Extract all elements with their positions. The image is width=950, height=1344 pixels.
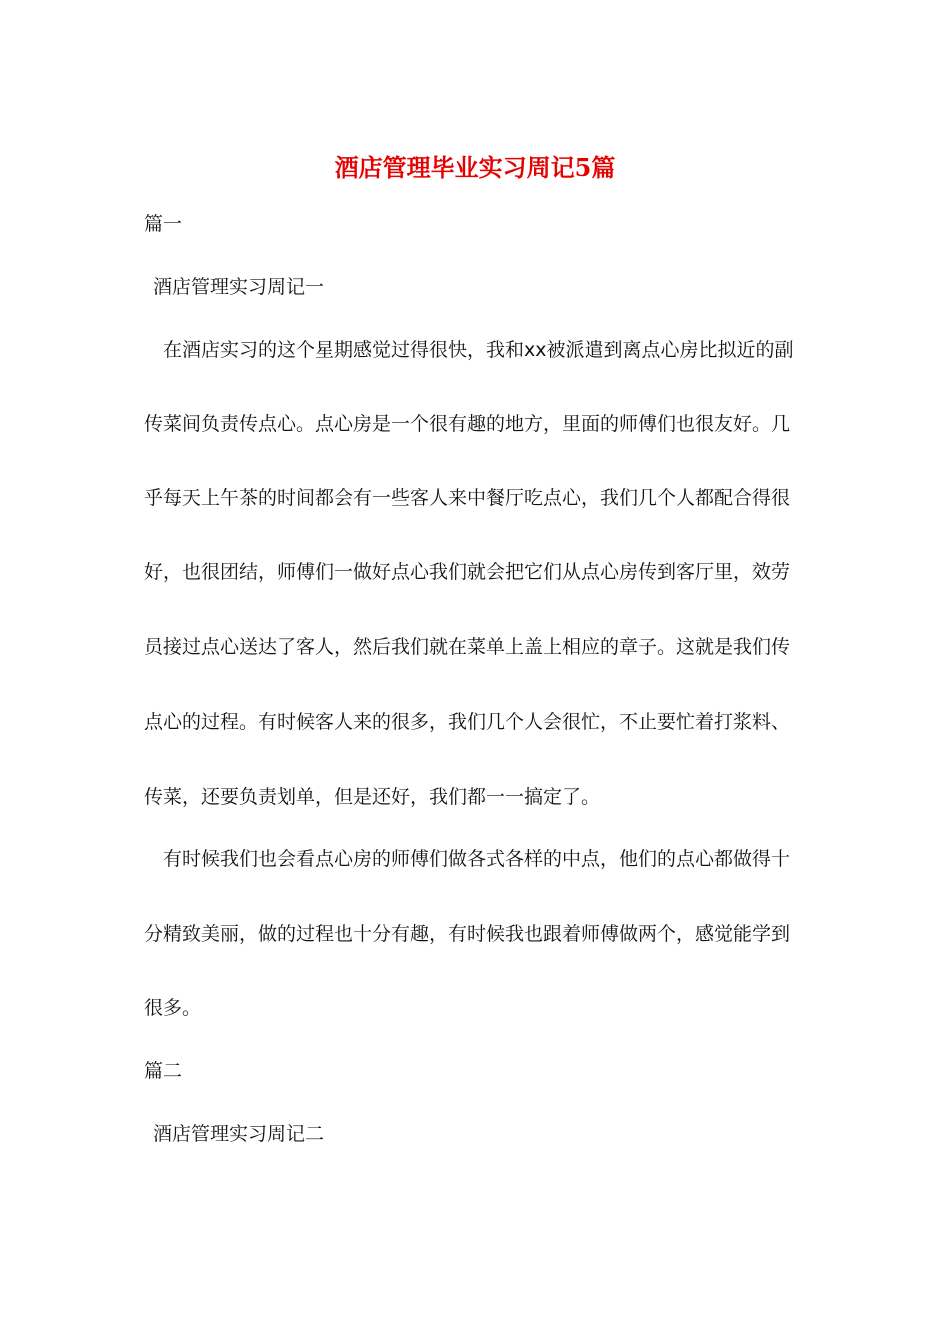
- paragraph-line: 传菜，还要负责划单，但是还好，我们都一一搞定了。: [144, 786, 601, 808]
- paragraph-line: 好，也很团结，师傅们一做好点心我们就会把它们从点心房传到客厅里，效劳: [144, 561, 791, 583]
- paragraph-line: 在酒店实习的这个星期感觉过得很快，我和xx被派遣到离点心房比拟近的副: [163, 339, 794, 361]
- section-heading: 篇一: [144, 213, 183, 235]
- paragraph-line: 员接过点心送达了客人，然后我们就在菜单上盖上相应的章子。这就是我们传: [144, 636, 791, 658]
- paragraph-line: 传菜间负责传点心。点心房是一个很有趣的地方，里面的师傅们也很友好。几: [144, 413, 791, 435]
- paragraph-line: 点心的过程。有时候客人来的很多，我们几个人会很忙，不止要忙着打浆料、: [144, 711, 791, 733]
- paragraph-line: 乎每天上午茶的时间都会有一些客人来中餐厅吃点心，我们几个人都配合得很: [144, 487, 791, 509]
- section-heading: 篇二: [144, 1060, 183, 1082]
- section-subheading: 酒店管理实习周记二: [153, 1123, 325, 1145]
- paragraph-line: 有时候我们也会看点心房的师傅们做各式各样的中点，他们的点心都做得十: [163, 848, 791, 870]
- document-title: 酒店管理毕业实习周记5篇: [334, 153, 616, 182]
- section-subheading: 酒店管理实习周记一: [153, 276, 325, 298]
- paragraph-line: 分精致美丽，做的过程也十分有趣，有时候我也跟着师傅做两个，感觉能学到: [144, 923, 791, 945]
- paragraph-line: 很多。: [144, 997, 202, 1019]
